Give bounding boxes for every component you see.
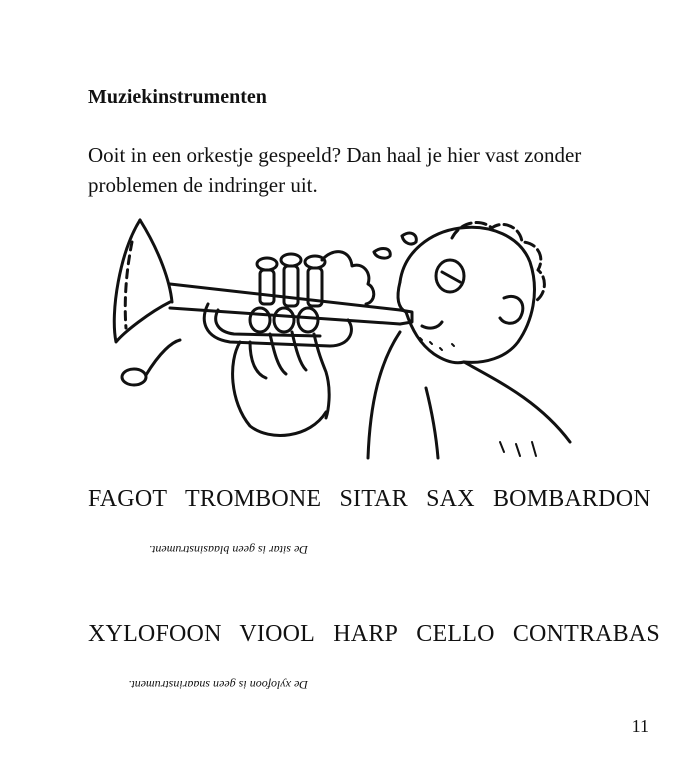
puzzle-2-words [88,621,660,648]
word: SITAR [339,486,408,512]
word: HARP [333,621,399,647]
word: CELLO [416,621,495,647]
word: VIOOL [239,621,316,647]
word: BOMBARDON [492,486,651,512]
page-title: Muziekinstrumenten [88,86,267,108]
puzzle-2-answer: De xylofoon is geen snaarinstrument. [128,678,308,692]
word: XYLOFOON [88,621,222,647]
word: SAX [426,486,475,512]
trumpet-player-icon [100,212,590,464]
word: CONTRABAS [512,621,660,647]
word: TROMBONE [185,486,322,512]
puzzle-1-words [88,486,651,513]
word: FAGOT [88,486,168,512]
intro-text: Ooit in een orkestje gespeeld? Dan haal je hier vast zonder problemen de indringer uit. [88,143,582,197]
puzzle-1-answer: De sitar is geen blaasinstrument. [149,543,308,557]
page-number: 11 [631,716,649,736]
